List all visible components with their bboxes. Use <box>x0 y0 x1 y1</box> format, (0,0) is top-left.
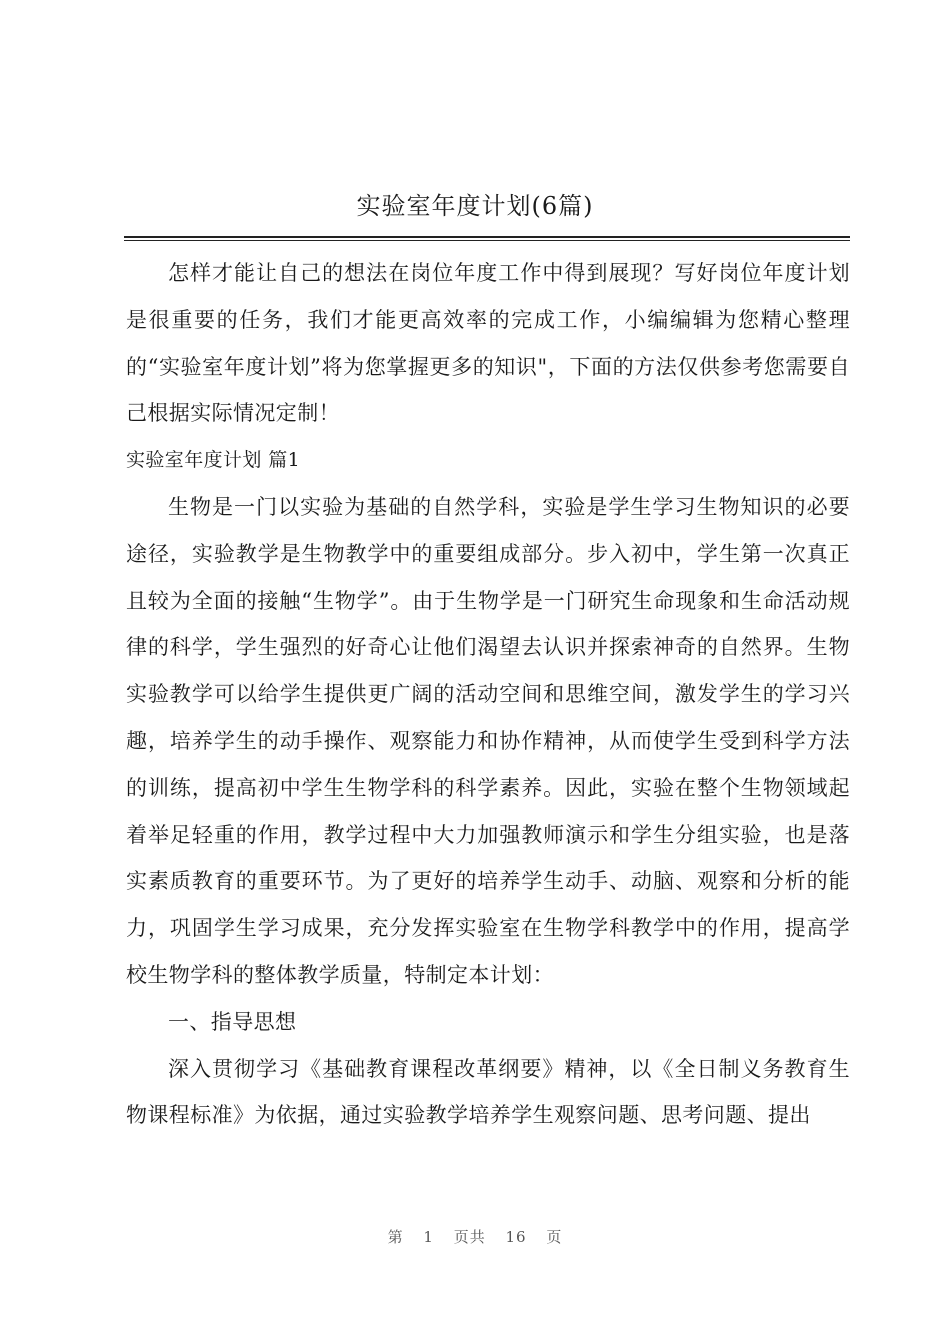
body-paragraph-1: 生物是一门以实验为基础的自然学科，实验是学生学习生物知识的必要途径，实验教学是生物教学中的重要组成部分。步入初中，学生第一次真正且较为全面的接触“生物学”。由于生物学是一门研究生命现象和生命活动规律的科学，学生强烈的好奇心让他们渴望去认识并探索神奇的自然界。生物实验教学可以给学生提供更广阔的活动空间和思维空间，激发学生的学习兴趣，培养学生的动手操作、观察能力和协作精神，从而使学生受到科学方法的训练，提高初中学生生物学科的科学素养。因此，实验在整个生物领域起着举足轻重的作用，教学过程中大力加强教师演示和学生分组实验，也是落实素质教育的重要环节。为了更好的培养学生动手、动脑、观察和分析的能力，巩固学生学习成果，充分发挥实验室在生物学科教学中的作用，提高学校生物学科的整体教学质量，特制定本计划： <box>126 494 850 987</box>
body-paragraph-2: 深入贯彻学习《基础教育课程改革纲要》精神，以《全日制义务教育生物课程标准》为依据，通过实验教学培养学生观察问题、思考问题、提出 <box>126 1056 850 1128</box>
page-footer: 第 1 页共 16 页 <box>387 1228 563 1246</box>
title-rule-thin <box>124 240 850 241</box>
intro-paragraph: 怎样才能让自己的想法在岗位年度工作中得到展现？写好岗位年度计划是很重要的任务，我们才能更高效率的完成工作，小编编辑为您精心整理的“实验室年度计划”将为您掌握更多的知识"，下面的方法仅供参考您需要自己根据实际情况定制！ <box>126 261 850 426</box>
document-body <box>126 250 850 1139</box>
title-rule-thick <box>124 236 850 238</box>
document-title: 实验室年度计划(6篇) <box>356 192 594 220</box>
section-heading-guiding-ideology: 一、指导思想 <box>168 1009 297 1034</box>
section-title: 实验室年度计划 篇1 <box>126 449 301 472</box>
